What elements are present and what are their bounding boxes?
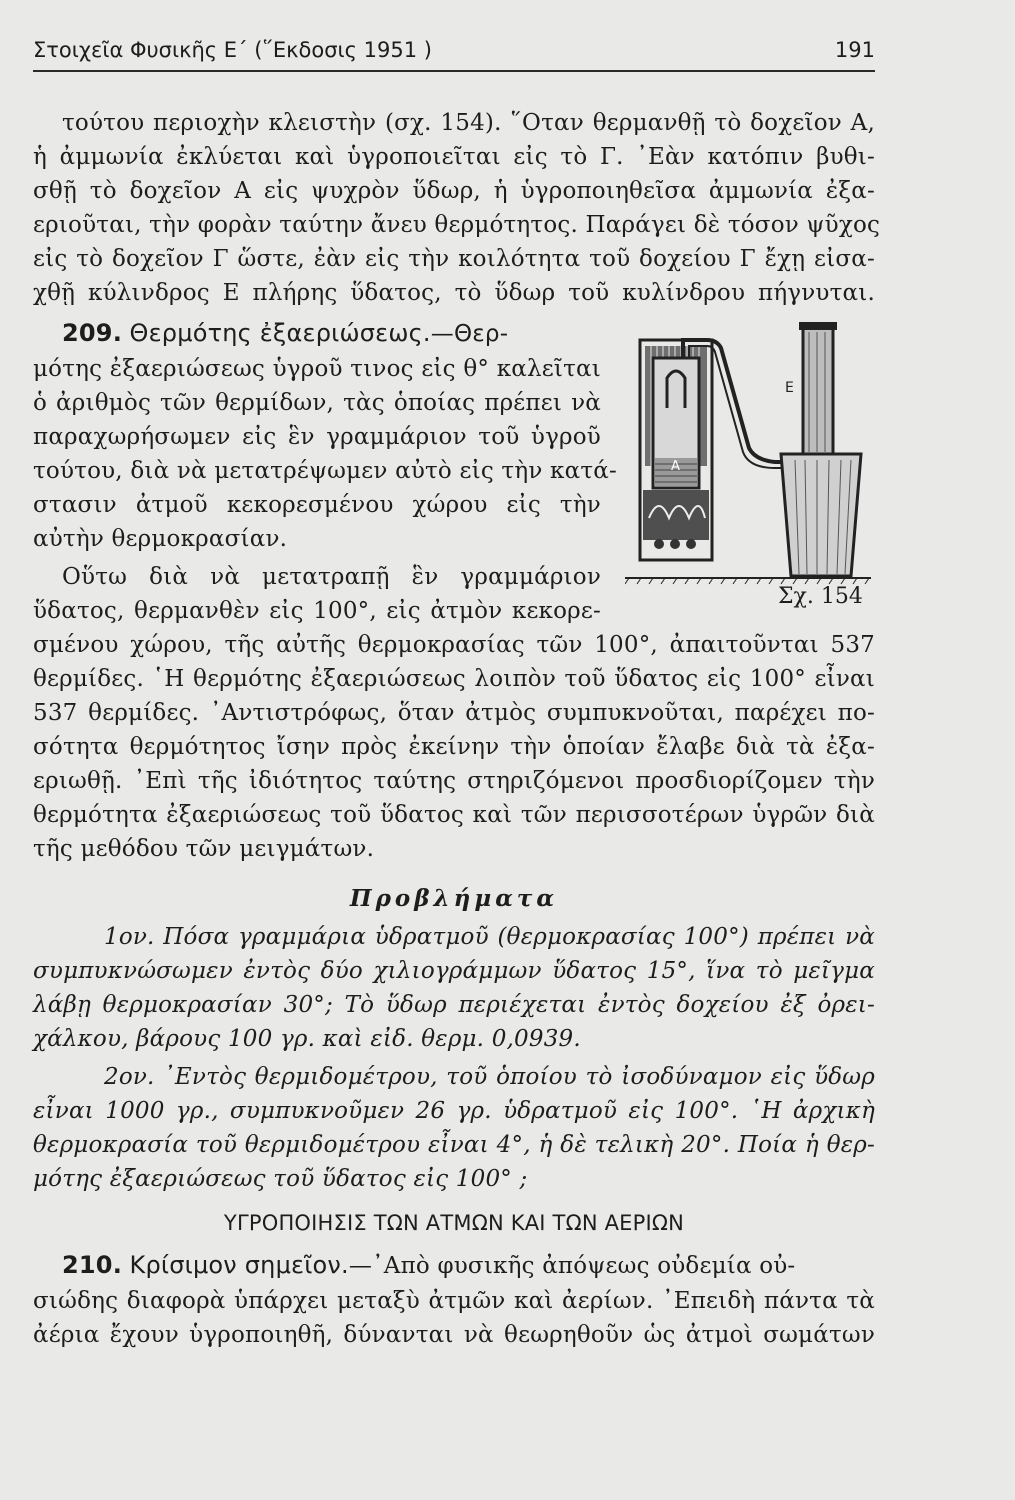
body-line: θερμίδες. ῾Η θερμότης ἐξαεριώσεως λοιπὸν τοῦ ὕδατος εἰς 100° εἶναι [33, 666, 875, 692]
section-number: 209. [62, 319, 123, 347]
problem-line: συμπυκνώσωμεν ἐντὸς δύο χιλιογράμμων ὕδατος 15°, ἵνα τὸ μεῖγμα [33, 958, 875, 984]
body-line: στασιν ἀτμοῦ κεκορεσμένου χώρου εἰς τὴν [33, 492, 601, 518]
problem-line: θερμοκρασία τοῦ θερμιδομέτρου εἶναι 4°, ἡ δὲ τελικὴ 20°. Ποία ἡ θερ- [33, 1132, 875, 1158]
body-line: αὐτὴν θερμοκρασίαν. [33, 526, 288, 552]
apparatus-illustration [625, 318, 875, 586]
figure-154 [625, 318, 875, 586]
intro-line: σθῇ τὸ δοχεῖον Α εἰς ψυχρὸν ὕδωρ, ἡ ὑγροποιηθεῖσα ἀμμωνία ἐξα- [33, 178, 875, 204]
section-209-heading [62, 318, 508, 349]
intro-line: χθῇ κύλινδρος Ε πλήρης ὕδατος, τὸ ὕδωρ τοῦ κυλίνδρου πήγνυται. [33, 280, 875, 306]
intro-line: εἰς τὸ δοχεῖον Γ ὥστε, ἐὰν εἰς τὴν κοιλότητα τοῦ δοχείου Γ ἔχῃ εἰσα- [33, 246, 875, 272]
body-line: ἀέρια ἔχουν ὑγροποιηθῆ, δύνανται νὰ θεωρηθοῦν ὡς ἀτμοὶ σωμάτων [33, 1322, 875, 1348]
body-line: σμένου χώρου, τῆς αὐτῆς θερμοκρασίας τῶν 100°, ἀπαιτοῦνται 537 [33, 632, 875, 658]
body-line: σιώδης διαφορὰ ὑπάρχει μεταξὺ ἀτμῶν καὶ ἀερίων. ᾿Επειδὴ πάντα τὰ [33, 1288, 875, 1314]
problem-line: 2ον. ᾿Εντὸς θερμιδομέτρου, τοῦ ὁποίου τὸ ἰσοδύναμον εἰς ὕδωρ [104, 1064, 875, 1090]
problems-title: Προβλήματα [349, 885, 559, 912]
section-title: Θερμότης ἐξαεριώσεως. [129, 319, 431, 347]
problem-line: μότης ἐξαεριώσεως τοῦ ὕδατος εἰς 100° ; [33, 1166, 528, 1192]
intro-line: ἡ ἀμμωνία ἐκλύεται καὶ ὑγροποιεῖται εἰς τὸ Γ. ᾿Εὰν κατόπιν βυθι- [33, 144, 875, 170]
body-line: Οὕτω διὰ νὰ μετατραπῇ ἓν γραμμάριον [62, 564, 601, 590]
body-line: εριωθῇ. ᾿Επὶ τῆς ἰδιότητος ταύτης στηριζόμενοι προσδιορίζομεν τὴν [33, 768, 875, 794]
page-number: 191 [834, 38, 875, 62]
problem-line: 1ον. Πόσα γραμμάρια ὑδρατμοῦ (θερμοκρασίας 100°) πρέπει νὰ [104, 924, 875, 950]
body-line: ὁ ἀριθμὸς τῶν θερμίδων, τὰς ὁποίας πρέπει νὰ [33, 390, 601, 416]
section-lead: —Θερ- [430, 321, 509, 347]
section-title: Κρίσιμον σημεῖον. [129, 1251, 349, 1279]
body-line: τῆς μεθόδου τῶν μειγμάτων. [33, 836, 375, 862]
section-210-heading [62, 1250, 795, 1281]
label-E: Ε [785, 380, 794, 396]
intro-line: τούτου περιοχὴν κλειστὴν (σχ. 154). ῞Οταν θερμανθῇ τὸ δοχεῖον Α, [62, 110, 875, 136]
intro-line: εριοῦται, τὴν φορὰν ταύτην ἄνευ θερμότητος. Παράγει δὲ τόσον ψῦχος [33, 212, 881, 238]
problem-line: χάλκου, βάρους 100 γρ. καὶ εἰδ. θερμ. 0,0939. [33, 1026, 581, 1052]
body-line: σότητα θερμότητος ἴσην πρὸς ἐκείνην τὴν ὁποίαν ἔλαβε διὰ τὰ ἐξα- [33, 734, 875, 760]
figure-caption: Σχ. 154 [778, 584, 863, 609]
body-line: ὕδατος, θερμανθὲν εἰς 100°, εἰς ἀτμὸν κεκορε- [33, 598, 601, 624]
body-line: 537 θερμίδες. ᾿Αντιστρόφως, ὅταν ἀτμὸς συμπυκνοῦται, παρέχει πο- [33, 700, 875, 726]
body-line: τούτου, διὰ νὰ μετατρέψωμεν αὐτὸ εἰς τὴν κατά- [33, 458, 617, 484]
body-line: μότης ἐξαεριώσεως ὑγροῦ τινος εἰς θ° καλεῖται [33, 356, 601, 382]
body-line: παραχωρήσωμεν εἰς ἓν γραμμάριον τοῦ ὑγροῦ [33, 424, 601, 450]
section-number: 210. [62, 1251, 123, 1279]
header-title: Στοιχεῖα Φυσικῆς Ε΄ (῞Εκδοσις 1951 ) [33, 38, 432, 62]
running-header [33, 36, 875, 72]
label-A: Α [671, 459, 680, 474]
chapter-title: ΥΓΡΟΠΟΙΗΣΙΣ ΤΩΝ ΑΤΜΩΝ ΚΑΙ ΤΩΝ ΑΕΡΙΩΝ [223, 1211, 685, 1235]
section-lead: —᾿Απὸ φυσικῆς ἀπόψεως οὐδεμία οὐ- [348, 1253, 796, 1279]
problem-line: εἶναι 1000 γρ., συμπυκνοῦμεν 26 γρ. ὑδρατμοῦ εἰς 100°. ῾Η ἀρχικὴ [33, 1098, 875, 1124]
body-line: θερμότητα ἐξαεριώσεως τοῦ ὕδατος καὶ τῶν περισσοτέρων ὑγρῶν διὰ [33, 802, 875, 828]
problem-line: λάβῃ θερμοκρασίαν 30°; Τὸ ὕδωρ περιέχεται ἐντὸς δοχείου ἐξ ὀρει- [33, 992, 875, 1018]
